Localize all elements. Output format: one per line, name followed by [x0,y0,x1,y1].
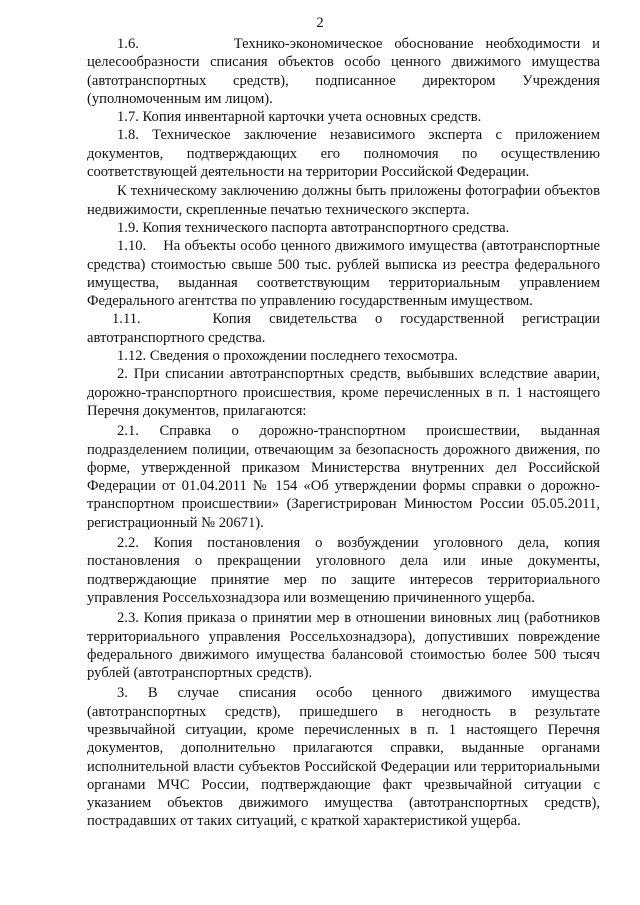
document-body [87,35,600,831]
paragraph-3: 3. В случае списания особо ценного движимого имущества (автотранспортных средств), пришедшего в негодность в результате чрезвычайной ситуации, кроме перечисленных в п. 1 настоящего Перечня документов, дополнительно прилагаются справки, выданные органами исполнительной власти субъектов Российской Федерации или территориальными органами МЧС России, подтверждающие факт чрезвычайной ситуации с указанием объектов движимого имущества (автотранспортных средств), пострадавших от таких ситуаций, с краткой характеристикой ущерба. [87,685,600,830]
paragraph-1-9: 1.9. Копия технического паспорта автотранспортного средства. [117,219,510,236]
paragraph-1-12: 1.12. Сведения о прохождении последнего техосмотра. [117,348,458,365]
paragraph-2-3: 2.3. Копия приказа о принятии мер в отношении виновных лиц (работников территориального управления Россельхознадзора), допустивших повреждение федерального движимого имущества балансовой стоимостью более 500 тысяч рублей (автотранспортных средств). [87,610,600,682]
paragraph-1-8: 1.8. Техническое заключение независимого эксперта с приложением документов, подтверждающих его полномочия по осуществлению соответствующей деятельности на территории Российской Федерации. [87,127,600,181]
paragraph-1-10: 1.10. На объекты особо ценного движимого имущества (автотранспортные средства) стоимостью свыше 500 тыс. рублей выписка из реестра федерального имущества, выданная соответствующим территориальным управлением Федерального агентства по управлению государственным имуществом. [87,238,600,310]
page-number: 2 [316,15,324,31]
paragraph-photos-note: К техническому заключению должны быть приложены фотографии объектов недвижимости, скрепленные печатью технического эксперта. [87,183,600,218]
paragraph-2: 2. При списании автотранспортных средств, выбывших вследствие аварии, дорожно-транспортного происшествия, кроме перечисленных в п. 1 настоящего Перечня документов, прилагаются: [87,366,600,419]
paragraph-1-6: 1.6. Технико-экономическое обоснование необходимости и целесообразности списания объектов особо ценного движимого имущества (автотранспортных средств), подписанное директором Учреждения (уполномоченным им лицом). [87,36,600,107]
paragraph-2-1: 2.1. Справка о дорожно-транспортном происшествии, выданная подразделением полиции, отвечающим за безопасность дорожного движения, по форме, утвержденной приказом Министерства внутренних дел Российской Федерации от 01.04.2011 № 154 «Об утверждении формы справки о дорожно-транспортном происшествии» (Зарегистрирован Минюстом России 05.05.2011, регистрационный № 20671). [87,423,600,531]
paragraph-1-11: 1.11. Копия свидетельства о государственной регистрации автотранспортного средства. [87,311,600,346]
paragraph-2-2: 2.2. Копия постановления о возбуждении уголовного дела, копия постановления о прекращении уголовного дела или иные документы, подтверждающие принятие мер по защите интересов территориального управления Россельхознадзора или возмещению причиненного ущерба. [87,535,600,606]
paragraph-1-7: 1.7. Копия инвентарной карточки учета основных средств. [117,109,482,126]
